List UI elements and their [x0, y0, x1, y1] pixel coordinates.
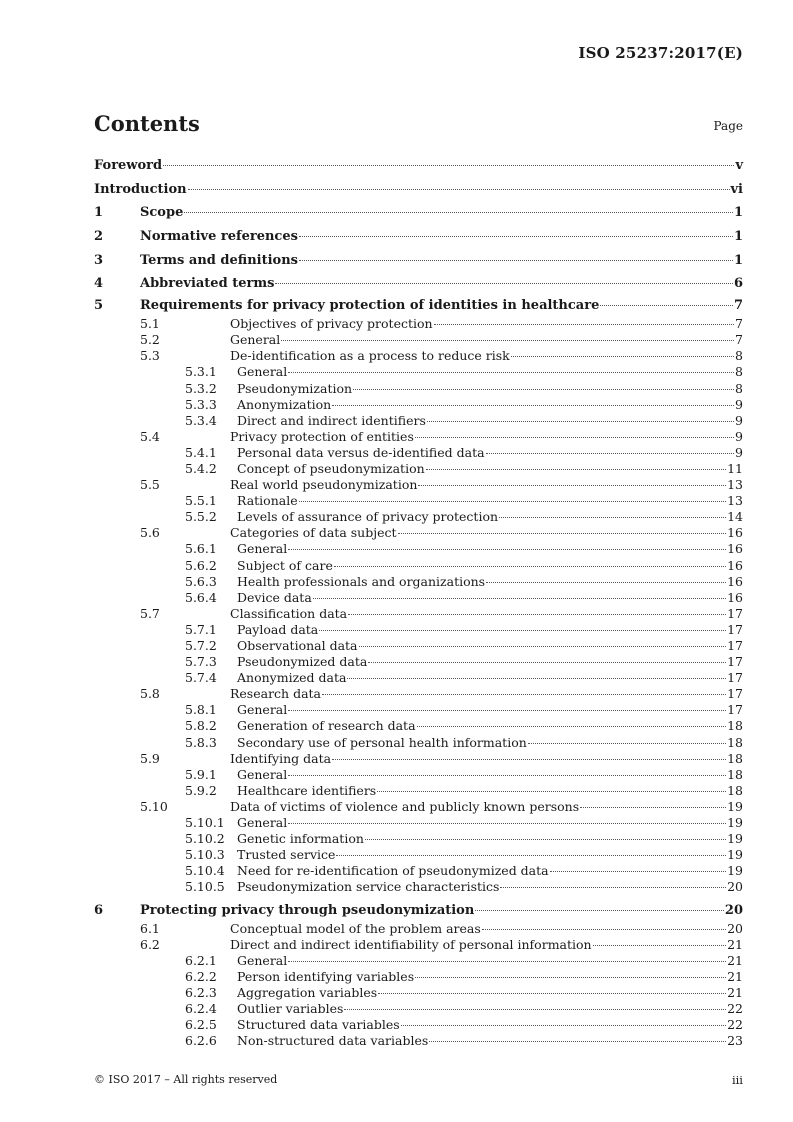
toc-entry[interactable]: [94, 751, 743, 767]
toc-entry-page: 13: [727, 493, 743, 509]
toc-entry[interactable]: [94, 225, 743, 249]
toc-entry-page: 18: [727, 782, 743, 798]
contents-title: Contents: [94, 111, 200, 136]
toc-entry-number: 6.2.6: [185, 1033, 217, 1049]
toc-entry-number: 5.10: [140, 798, 168, 814]
toc-entry-page: 21: [727, 952, 743, 968]
toc-entry-title: General: [230, 332, 281, 348]
toc-entry-number: 5.3.2: [185, 380, 217, 396]
toc-entry-title: Protecting privacy through pseudonymization: [140, 902, 475, 918]
toc-entry[interactable]: [94, 606, 743, 622]
toc-entry-page: 7: [735, 316, 743, 332]
toc-entry-page: 20: [727, 879, 743, 895]
toc-dot-leader: [299, 235, 733, 237]
toc-entry-number: 2: [94, 229, 104, 245]
toc-entry-page: 17: [727, 605, 743, 621]
toc-dot-leader: [434, 323, 734, 325]
toc-entry-title: Subject of care: [237, 557, 333, 573]
toc-entry[interactable]: [94, 509, 743, 525]
toc-entry-number: 5.1: [140, 316, 160, 332]
toc-dot-leader: [426, 468, 726, 470]
toc-entry[interactable]: [94, 558, 743, 574]
toc-entry[interactable]: [94, 1001, 743, 1017]
toc-entry-title: Data of victims of violence and publicly known persons: [230, 798, 580, 814]
toc-dot-leader: [550, 870, 726, 872]
toc-entry[interactable]: [94, 332, 743, 348]
toc-dot-leader: [482, 928, 726, 930]
toc-entry[interactable]: [94, 296, 743, 316]
toc-entry-title: Anonymization: [237, 396, 332, 412]
toc-entry[interactable]: [94, 735, 743, 751]
toc-entry[interactable]: [94, 985, 743, 1001]
toc-dot-leader: [347, 677, 726, 679]
toc-entry-page: 17: [727, 621, 743, 637]
toc-entry-number: 6.2.5: [185, 1017, 217, 1033]
toc-entry[interactable]: [94, 815, 743, 831]
toc-dot-leader: [275, 282, 733, 284]
toc-entry-title: Person identifying variables: [237, 968, 415, 984]
toc-entry-title: Outlier variables: [237, 1000, 344, 1016]
toc-entry[interactable]: [94, 178, 743, 202]
toc-dot-leader: [188, 188, 730, 190]
toc-entry-number: 5.3: [140, 348, 160, 364]
toc-entry[interactable]: [94, 1017, 743, 1033]
toc-entry[interactable]: [94, 718, 743, 734]
toc-entry[interactable]: [94, 686, 743, 702]
toc-dot-leader: [163, 164, 734, 166]
toc-dot-leader: [322, 693, 726, 695]
toc-entry[interactable]: [94, 767, 743, 783]
toc-entry-number: 5.3.4: [185, 412, 217, 428]
toc-entry[interactable]: [94, 863, 743, 879]
toc-entry-page: 20: [724, 902, 743, 918]
toc-entry[interactable]: [94, 316, 743, 332]
toc-dot-leader: [348, 613, 726, 615]
toc-entry-number: 6.2.1: [185, 952, 217, 968]
document-code: ISO 25237:2017(E): [578, 44, 743, 62]
toc-entry[interactable]: [94, 429, 743, 445]
toc-entry-number: 4: [94, 276, 104, 292]
toc-entry-page: 19: [727, 798, 743, 814]
toc-dot-leader: [475, 909, 724, 911]
toc-entry-title: Terms and definitions: [140, 252, 298, 268]
toc-entry-number: 5.10.5: [185, 879, 225, 895]
toc-entry-page: 9: [735, 412, 743, 428]
toc-entry[interactable]: [94, 1033, 743, 1049]
toc-dot-leader: [288, 774, 726, 776]
toc-entry-page: 14: [727, 509, 743, 525]
toc-dot-leader: [334, 565, 726, 567]
toc-dot-leader: [365, 838, 726, 840]
toc-dot-leader: [593, 944, 727, 946]
toc-dot-leader: [417, 725, 727, 727]
toc-entry[interactable]: [94, 799, 743, 815]
toc-entry-page: 21: [727, 984, 743, 1000]
toc-entry-number: 5.6.4: [185, 589, 217, 605]
toc-entry-number: 5.4: [140, 428, 160, 444]
toc-entry-title: Non-structured data variables: [237, 1033, 429, 1049]
toc-entry[interactable]: [94, 272, 743, 296]
toc-entry-title: General: [237, 364, 288, 380]
toc-entry-title: Objectives of privacy protection: [230, 316, 433, 332]
toc-dot-leader: [319, 629, 726, 631]
toc-entry-title: Foreword: [94, 158, 163, 173]
toc-entry-title: Normative references: [140, 229, 298, 245]
toc-entry-page: 6: [733, 276, 743, 292]
toc-entry-number: 1: [94, 205, 104, 221]
toc-dot-leader: [499, 516, 726, 518]
toc-entry-number: 5.4.1: [185, 444, 217, 460]
toc-entry-number: 5.10.2: [185, 831, 225, 847]
toc-entry[interactable]: [94, 574, 743, 590]
toc-entry-page: 16: [727, 557, 743, 573]
toc-entry-number: 5.6.2: [185, 557, 217, 573]
toc-entry-title: Health professionals and organizations: [237, 573, 486, 589]
toc-entry[interactable]: [94, 879, 743, 895]
toc-entry-number: 5.9.1: [185, 766, 217, 782]
toc-entry-number: 5.7: [140, 605, 160, 621]
toc-dot-leader: [398, 532, 727, 534]
toc-dot-leader: [486, 452, 734, 454]
toc-dot-leader: [415, 976, 726, 978]
toc-dot-leader: [288, 709, 726, 711]
toc-dot-leader: [288, 371, 734, 373]
toc-dot-leader: [378, 992, 726, 994]
toc-entry-page: 16: [727, 573, 743, 589]
toc-dot-leader: [313, 597, 726, 599]
toc-entry-title: Rationale: [237, 493, 298, 509]
toc-entry[interactable]: [94, 201, 743, 225]
toc-entry-page: 21: [727, 968, 743, 984]
toc-entry[interactable]: [94, 348, 743, 364]
toc-entry-number: 6.2.4: [185, 1000, 217, 1016]
toc-entry-page: 21: [727, 936, 743, 952]
toc-entry-title: Abbreviated terms: [140, 276, 275, 292]
toc-entry-number: 5.9.2: [185, 782, 217, 798]
toc-entry[interactable]: [94, 847, 743, 863]
toc-entry-page: 22: [727, 1000, 743, 1016]
toc-entry-number: 5.5.1: [185, 493, 217, 509]
toc-dot-leader: [288, 960, 726, 962]
toc-entry-page: 17: [727, 670, 743, 686]
toc-entry-page: v: [735, 158, 743, 173]
toc-entry-title: Secondary use of personal health information: [237, 734, 527, 750]
toc-entry[interactable]: [94, 525, 743, 541]
toc-dot-leader: [353, 388, 734, 390]
toc-entry-page: 8: [735, 348, 743, 364]
toc-entry-number: 5.7.2: [185, 638, 217, 653]
toc-entry[interactable]: [94, 783, 743, 799]
toc-entry[interactable]: [94, 445, 743, 461]
toc-entry[interactable]: [94, 493, 743, 509]
toc-dot-leader: [359, 645, 727, 647]
toc-entry-number: 5.3.1: [185, 364, 217, 380]
toc-entry-number: 6.2.2: [185, 968, 217, 984]
toc-entry-title: Direct and indirect identifiers: [237, 412, 426, 428]
toc-entry-number: 5.8.3: [185, 734, 217, 750]
toc-entry-page: 17: [727, 654, 743, 670]
toc-entry[interactable]: [94, 638, 743, 654]
toc-entry-page: 18: [727, 718, 743, 734]
toc-entry-title: General: [237, 952, 288, 968]
toc-entry-number: 5.6.3: [185, 573, 217, 589]
toc-entry-title: Structured data variables: [237, 1017, 400, 1033]
toc-entry[interactable]: [94, 154, 743, 178]
toc-entry-number: 5.10.3: [185, 847, 225, 863]
toc-entry-number: 5.5: [140, 477, 160, 493]
toc-entry-number: 6.2.3: [185, 984, 217, 1000]
toc-entry-number: 5.7.3: [185, 654, 217, 670]
toc-entry[interactable]: [94, 397, 743, 413]
toc-entry[interactable]: [94, 381, 743, 397]
page-column-label: Page: [713, 119, 743, 133]
toc-entry-page: 1: [733, 252, 743, 268]
toc-entry-page: 16: [727, 541, 743, 557]
toc-entry[interactable]: [94, 937, 743, 953]
toc-dot-leader: [580, 806, 726, 808]
toc-dot-leader: [401, 1024, 726, 1026]
toc-entry-title: Healthcare identifiers: [237, 782, 377, 798]
toc-entry-title: Pseudonymization service characteristics: [237, 879, 500, 895]
toc-entry-page: 18: [727, 766, 743, 782]
toc-entry-title: General: [237, 815, 288, 831]
toc-entry-title: Need for re-identification of pseudonymized data: [237, 863, 549, 879]
toc-entry-number: 5.5.2: [185, 509, 217, 525]
toc-entry-number: 5.6: [140, 525, 160, 541]
toc-entry[interactable]: [94, 622, 743, 638]
toc-entry-title: Anonymized data: [237, 670, 347, 686]
toc-dot-leader: [418, 484, 726, 486]
toc-entry-number: 5.8: [140, 686, 160, 702]
toc-entry-number: 5: [94, 298, 104, 314]
toc-entry-page: 9: [735, 428, 743, 444]
toc-dot-leader: [332, 758, 726, 760]
toc-dot-leader: [600, 304, 733, 306]
toc-dot-leader: [377, 790, 726, 792]
toc-entry-title: Pseudonymization: [237, 380, 353, 396]
toc-entry-title: Observational data: [237, 638, 358, 653]
toc-entry[interactable]: [94, 702, 743, 718]
toc-entry[interactable]: [94, 477, 743, 493]
toc-entry-title: De-identification as a process to reduce risk: [230, 348, 510, 364]
toc-dot-leader: [344, 1008, 726, 1010]
toc-entry-title: Trusted service: [237, 847, 336, 863]
toc-entry[interactable]: [94, 969, 743, 985]
toc-dot-leader: [299, 500, 726, 502]
toc-entry-page: 9: [735, 444, 743, 460]
table-of-contents: [94, 154, 743, 1049]
toc-entry[interactable]: [94, 654, 743, 670]
page-number: iii: [731, 1073, 743, 1087]
toc-entry-number: 5.4.2: [185, 460, 217, 476]
toc-entry-title: Genetic information: [237, 831, 364, 847]
toc-entry-number: 6.1: [140, 920, 160, 936]
toc-entry[interactable]: [94, 953, 743, 969]
toc-entry[interactable]: [94, 590, 743, 606]
toc-entry-page: 17: [727, 702, 743, 718]
toc-entry-page: 18: [727, 734, 743, 750]
toc-dot-leader: [336, 854, 726, 856]
toc-entry[interactable]: [94, 413, 743, 429]
toc-entry-page: 19: [727, 815, 743, 831]
toc-entry-number: 5.8.1: [185, 702, 217, 718]
toc-entry-title: Generation of research data: [237, 718, 416, 734]
toc-entry-title: Research data: [230, 686, 322, 702]
toc-entry-page: 23: [727, 1033, 743, 1049]
toc-dot-leader: [288, 822, 726, 824]
toc-entry-number: 5.9: [140, 750, 160, 766]
toc-dot-leader: [184, 211, 733, 213]
toc-entry[interactable]: [94, 461, 743, 477]
toc-entry-title: Pseudonymized data: [237, 654, 368, 670]
toc-entry-number: 5.10.4: [185, 863, 225, 879]
toc-entry-page: 7: [735, 332, 743, 348]
toc-entry-title: Direct and indirect identifiability of personal information: [230, 936, 592, 952]
toc-entry-title: Privacy protection of entities: [230, 428, 414, 444]
toc-entry-page: 19: [727, 831, 743, 847]
copyright-notice: © ISO 2017 – All rights reserved: [94, 1073, 278, 1086]
toc-entry[interactable]: [94, 249, 743, 273]
toc-entry-number: 5.8.2: [185, 718, 217, 734]
toc-entry[interactable]: [94, 921, 743, 937]
toc-entry-page: 13: [727, 477, 743, 493]
toc-dot-leader: [288, 548, 726, 550]
toc-entry-title: Device data: [237, 589, 312, 605]
toc-entry-number: 3: [94, 252, 104, 268]
toc-entry-title: General: [237, 766, 288, 782]
toc-entry-title: General: [237, 702, 288, 718]
toc-dot-leader: [415, 436, 734, 438]
toc-entry-title: Categories of data subject: [230, 525, 397, 541]
toc-entry-number: 5.10.1: [185, 815, 225, 831]
toc-entry-page: 19: [727, 847, 743, 863]
toc-entry-title: Levels of assurance of privacy protection: [237, 509, 499, 525]
toc-entry-number: 5.2: [140, 332, 160, 348]
toc-entry-number: 5.7.1: [185, 621, 217, 637]
toc-entry-number: 5.7.4: [185, 670, 217, 686]
toc-entry-page: 22: [727, 1017, 743, 1033]
toc-entry[interactable]: [94, 364, 743, 380]
toc-dot-leader: [429, 1040, 726, 1042]
toc-entry-title: General: [237, 541, 288, 557]
toc-entry-page: 18: [727, 750, 743, 766]
toc-entry-title: Personal data versus de-identified data: [237, 444, 485, 460]
toc-dot-leader: [486, 581, 726, 583]
toc-entry-page: 11: [727, 460, 743, 476]
toc-entry-title: Aggregation variables: [237, 984, 378, 1000]
toc-entry[interactable]: [94, 831, 743, 847]
toc-dot-leader: [281, 339, 734, 341]
toc-entry-title: Concept of pseudonymization: [237, 460, 425, 476]
toc-entry-page: 1: [733, 205, 743, 221]
toc-entry-page: 1: [733, 229, 743, 245]
toc-entry-page: 16: [727, 589, 743, 605]
toc-entry-title: Payload data: [237, 621, 319, 637]
toc-dot-leader: [528, 742, 726, 744]
toc-entry-page: 8: [735, 380, 743, 396]
toc-entry-number: 6: [94, 902, 104, 918]
toc-entry-page: 17: [727, 638, 743, 653]
toc-dot-leader: [368, 661, 726, 663]
toc-dot-leader: [427, 420, 734, 422]
toc-entry-page: vi: [730, 181, 743, 197]
toc-entry-page: 16: [727, 525, 743, 541]
toc-entry-page: 19: [727, 863, 743, 879]
toc-entry[interactable]: [94, 541, 743, 557]
toc-entry-title: Introduction: [94, 181, 187, 197]
toc-entry-title: Real world pseudonymization: [230, 477, 418, 493]
toc-entry-title: Identifying data: [230, 750, 332, 766]
toc-dot-leader: [332, 404, 734, 406]
toc-entry-page: 9: [735, 396, 743, 412]
toc-dot-leader: [511, 355, 734, 357]
toc-dot-leader: [299, 259, 733, 261]
toc-entry-page: 17: [727, 686, 743, 702]
toc-entry-number: 5.6.1: [185, 541, 217, 557]
toc-entry-title: Requirements for privacy protection of identities in healthcare: [140, 298, 600, 314]
toc-entry-page: 20: [727, 920, 743, 936]
toc-entry-title: Conceptual model of the problem areas: [230, 920, 481, 936]
toc-entry[interactable]: [94, 670, 743, 686]
toc-entry-number: 5.3.3: [185, 396, 217, 412]
toc-entry-page: 8: [735, 364, 743, 380]
toc-entry-page: 7: [733, 298, 743, 314]
toc-entry-title: Classification data: [230, 605, 348, 621]
toc-dot-leader: [500, 886, 726, 888]
toc-entry-title: Scope: [140, 205, 184, 221]
toc-entry-number: 6.2: [140, 936, 160, 952]
toc-entry[interactable]: [94, 901, 743, 921]
